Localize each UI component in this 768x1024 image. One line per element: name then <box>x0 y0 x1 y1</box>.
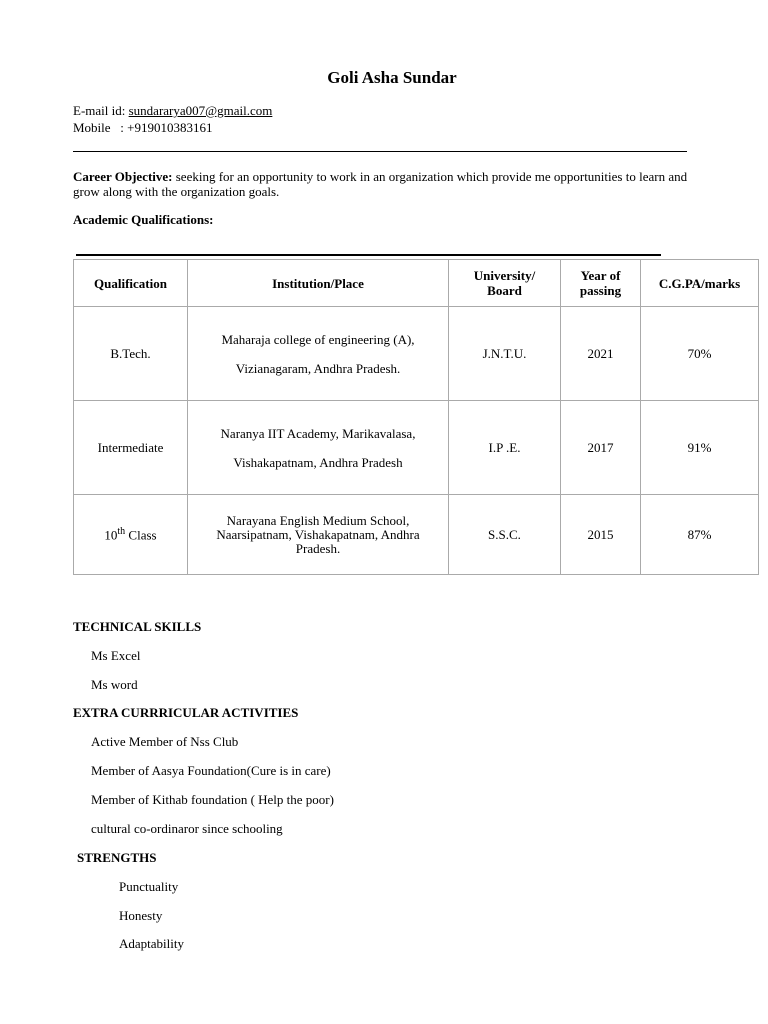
year-cell: 2015 <box>561 495 641 575</box>
qualification-cell <box>74 495 188 575</box>
institution-line: Vishakapatnam, Andhra Pradesh <box>233 454 403 470</box>
horizontal-divider <box>76 254 661 256</box>
career-objective-text: seeking for an opportunity to work in an organization which provide me opportunities to learn and grow along with the organization goals. <box>73 169 688 199</box>
list-item: cultural co-ordinaror since schooling <box>91 821 283 836</box>
table-header-row <box>74 260 759 307</box>
email-link[interactable]: sundararya007@gmail.com <box>128 103 273 118</box>
score-cell: 87% <box>641 495 759 575</box>
strengths-heading: STRENGTHS <box>77 850 157 865</box>
list-item: Member of Aasya Foundation(Cure is in care) <box>91 763 331 778</box>
column-header: C.G.PA/marks <box>641 260 759 307</box>
institution-line: Vizianagaram, Andhra Pradesh. <box>235 360 401 376</box>
extracurricular-heading: EXTRA CURRRICULAR ACTIVITIES <box>73 705 299 720</box>
mobile-number: +919010383161 <box>127 120 213 135</box>
institution-line: Maharaja college of engineering (A), <box>221 331 415 347</box>
table-row <box>74 401 759 495</box>
academic-heading: Academic Qualifications: <box>73 212 214 227</box>
horizontal-divider <box>73 151 687 152</box>
column-header: Year of passing <box>561 260 641 307</box>
list-item: Ms Excel <box>91 648 141 663</box>
qualification-number: 10 <box>104 527 118 543</box>
resume-name: Goli Asha Sundar <box>327 68 457 87</box>
list-item: Member of Kithab foundation ( Help the poor) <box>91 792 334 807</box>
institution-line: Naranya IIT Academy, Marikavalasa, <box>220 425 416 441</box>
score-cell: 91% <box>641 401 759 495</box>
career-objective-label: Career Objective: <box>73 169 173 184</box>
list-item: Ms word <box>91 677 138 692</box>
year-cell: 2017 <box>561 401 641 495</box>
board-cell: J.N.T.U. <box>449 307 561 401</box>
qualification-superscript: th <box>117 525 126 537</box>
mobile-label: Mobile : <box>73 120 128 135</box>
email-label: E-mail id: <box>73 103 129 118</box>
institution-cell <box>188 401 449 495</box>
list-item: Honesty <box>119 908 163 923</box>
year-cell: 2021 <box>561 307 641 401</box>
list-item: Adaptability <box>119 936 184 951</box>
email-line <box>73 102 272 119</box>
table-row <box>74 495 759 575</box>
list-item: Active Member of Nss Club <box>91 734 239 749</box>
column-header: Qualification <box>74 260 188 307</box>
technical-skills-heading: TECHNICAL SKILLS <box>73 619 202 634</box>
qualification-cell: B.Tech. <box>74 307 188 401</box>
column-header: Institution/Place <box>188 260 449 307</box>
qualification-cell: Intermediate <box>74 401 188 495</box>
qualification-suffix: Class <box>125 527 157 543</box>
mobile-line <box>73 119 213 136</box>
score-cell: 70% <box>641 307 759 401</box>
qualifications-table <box>73 259 759 575</box>
institution-cell: Narayana English Medium School, Naarsipatnam, Vishakapatnam, Andhra Pradesh. <box>188 495 449 575</box>
career-objective <box>73 169 693 199</box>
institution-cell <box>188 307 449 401</box>
board-cell: I.P .E. <box>449 401 561 495</box>
column-header: University/ Board <box>449 260 561 307</box>
list-item: Punctuality <box>119 879 179 894</box>
board-cell: S.S.C. <box>449 495 561 575</box>
table-row <box>74 307 759 401</box>
